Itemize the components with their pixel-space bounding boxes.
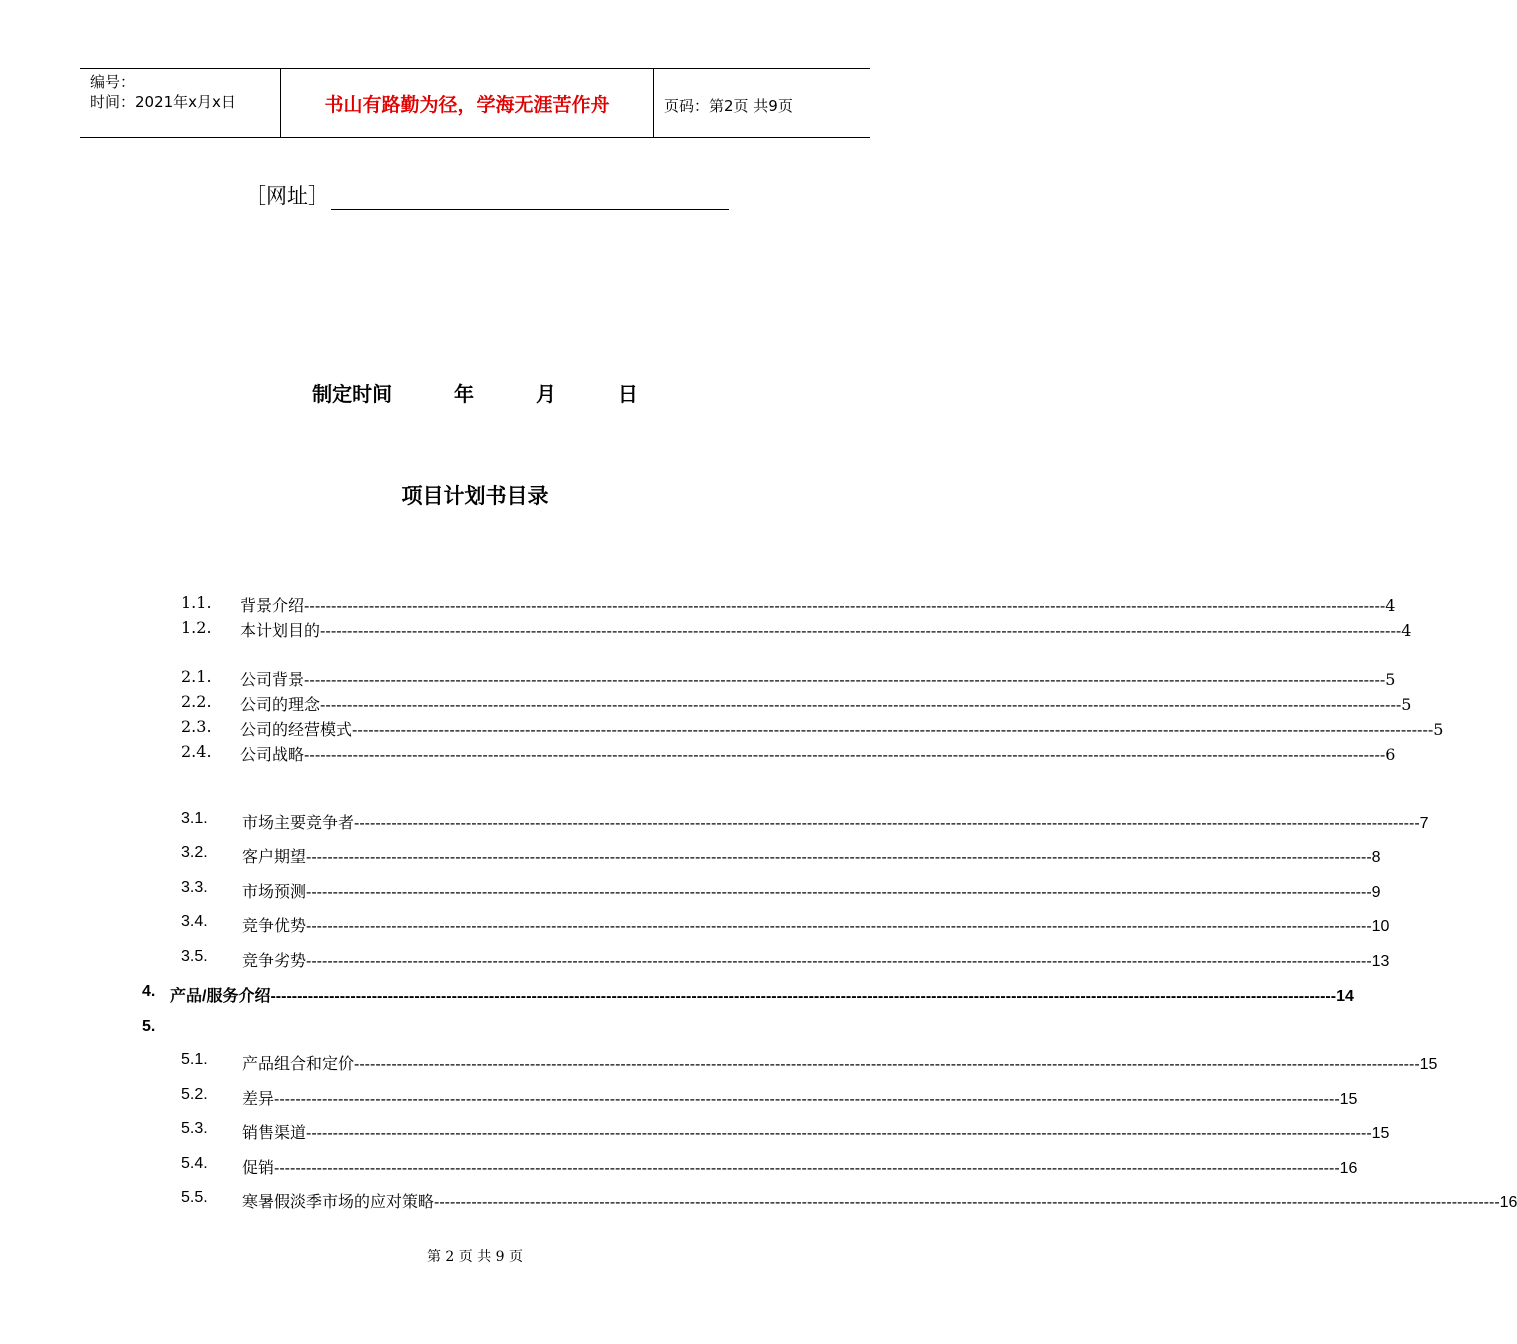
toc-leader: -------------------------------------------------------------------------------------------------------------------------------------------------------------------------------------------------------- [320, 621, 1402, 640]
toc-leader: -------------------------------------------------------------------------------------------------------------------------------------------------------------------------------------------------------- [274, 1160, 1340, 1177]
toc-entry-page: 10 [1371, 918, 1390, 935]
page-footer: 第 2 页 共 9 页 [426, 1249, 524, 1265]
toc-entry[interactable] [0, 1120, 1390, 1142]
toc-entry-label: 公司背景 [240, 670, 305, 689]
date-label: 制定时间 [312, 382, 393, 406]
toc-entry-page: 4 [1385, 596, 1396, 615]
toc-entry-label: 公司战略 [240, 745, 305, 764]
toc-entry-label: 竞争劣势 [242, 953, 307, 970]
toc-entry-number: 5. [142, 1018, 156, 1035]
toc-leader: -------------------------------------------------------------------------------------------------------------------------------------------------------------------------------------------------------- [274, 1091, 1340, 1108]
toc-entry-number: 5.3. [181, 1120, 208, 1137]
toc-entry-number: 2.1. [181, 667, 212, 686]
toc-entry-number: 5.4. [181, 1155, 208, 1172]
header-table [80, 68, 870, 138]
toc-entry-label: 公司的理念 [240, 695, 321, 714]
header-meta-cell [80, 69, 281, 137]
toc-entry-page: 15 [1419, 1056, 1438, 1073]
toc-entry-page: 16 [1339, 1160, 1358, 1177]
toc-leader: -------------------------------------------------------------------------------------------------------------------------------------------------------------------------------------------------------- [434, 1194, 1500, 1211]
toc-entry[interactable] [0, 692, 1412, 714]
time-label: 时间：2021年x月x日 [90, 93, 236, 111]
toc-entry-label: 寒暑假淡季市场的应对策略 [242, 1194, 435, 1211]
toc-entry-number: 5.1. [181, 1051, 208, 1068]
toc-entry-label: 背景介绍 [240, 596, 305, 615]
toc-leader: -------------------------------------------------------------------------------------------------------------------------------------------------------------------------------------------------------- [306, 918, 1372, 935]
toc-entry[interactable] [0, 810, 1429, 832]
toc-entry-label: 客户期望 [242, 849, 307, 866]
toc-entry-page: 4 [1401, 621, 1412, 640]
toc-entry-label: 本计划目的 [240, 621, 321, 640]
toc-entry-number: 3.2. [181, 844, 208, 861]
motto: 书山有路勤为径，学海无涯苦作舟 [281, 69, 654, 137]
toc-entry-label: 公司的经营模式 [240, 720, 353, 739]
toc-entry-number: 3.5. [181, 948, 208, 965]
toc-leader: -------------------------------------------------------------------------------------------------------------------------------------------------------------------------------------------------------- [354, 815, 1420, 832]
toc-entry-number: 2.2. [181, 692, 212, 711]
toc-entry-page: 8 [1371, 849, 1381, 866]
toc-entry-label: 市场主要竞争者 [242, 815, 355, 832]
toc-title: 项目计划书目录 [401, 484, 549, 508]
toc-entry[interactable] [0, 1051, 1438, 1073]
page-indicator: 页码：第2页 共9页 [664, 97, 793, 115]
toc-entry[interactable] [0, 913, 1390, 935]
toc-entry[interactable] [0, 844, 1381, 866]
toc-entry-page: 16 [1499, 1194, 1517, 1211]
toc-entry-number: 1.1. [181, 593, 212, 612]
toc-entry-label: 产品/服务介绍 [170, 988, 271, 1005]
toc-entry-label: 竞争优势 [242, 918, 307, 935]
toc-entry-number: 2.4. [181, 742, 212, 761]
day-label: 日 [617, 382, 638, 406]
toc-leader: -------------------------------------------------------------------------------------------------------------------------------------------------------------------------------------------------------- [306, 953, 1372, 970]
toc-entry[interactable] [0, 1086, 1358, 1108]
toc-leader: -------------------------------------------------------------------------------------------------------------------------------------------------------------------------------------------------------- [354, 1056, 1420, 1073]
toc-entry-number: 5.2. [181, 1086, 208, 1103]
toc-leader: -------------------------------------------------------------------------------------------------------------------------------------------------------------------------------------------------------- [306, 884, 1372, 901]
toc-entry[interactable] [0, 983, 1354, 1005]
toc-entry-label: 产品组合和定价 [242, 1056, 355, 1073]
toc-entry[interactable] [0, 1189, 1517, 1211]
toc-entry-page: 9 [1371, 884, 1381, 901]
number-label: 编号： [90, 73, 136, 91]
toc-entry-page: 5 [1385, 670, 1396, 689]
toc-leader: -------------------------------------------------------------------------------------------------------------------------------------------------------------------------------------------------------- [352, 720, 1434, 739]
toc-entry-number: 5.5. [181, 1189, 208, 1206]
toc-entry-label: 差异 [242, 1091, 275, 1108]
toc-entry-page: 13 [1371, 953, 1390, 970]
toc-leader: -------------------------------------------------------------------------------------------------------------------------------------------------------------------------------------------------------- [304, 670, 1386, 689]
toc-entry-page: 15 [1371, 1125, 1390, 1142]
toc-entry-page: 6 [1385, 745, 1396, 764]
website-blank-line [331, 187, 729, 210]
toc-entry-page: 15 [1339, 1091, 1358, 1108]
toc-entry-page: 7 [1419, 815, 1429, 832]
toc-entry[interactable] [0, 667, 1396, 689]
toc-leader: -------------------------------------------------------------------------------------------------------------------------------------------------------------------------------------------------------- [306, 849, 1372, 866]
toc-entry-label: 市场预测 [242, 884, 307, 901]
toc-entry-number: 1.2. [181, 618, 212, 637]
website-label: ［网址］ [245, 184, 329, 208]
month-label: 月 [535, 382, 556, 406]
toc-entry[interactable] [0, 618, 1412, 640]
toc-entry-page: 5 [1401, 695, 1412, 714]
toc-leader: -------------------------------------------------------------------------------------------------------------------------------------------------------------------------------------------------------- [304, 596, 1386, 615]
website-field [245, 180, 729, 210]
toc-entry-label: 促销 [242, 1160, 275, 1177]
toc-entry[interactable] [0, 593, 1396, 615]
toc-entry-number: 3.1. [181, 810, 208, 827]
toc-entry[interactable] [0, 717, 1444, 739]
toc-leader: -------------------------------------------------------------------------------------------------------------------------------------------------------------------------------------------------------- [304, 745, 1386, 764]
toc-entry[interactable] [0, 742, 1396, 764]
toc-entry[interactable] [0, 1155, 1358, 1177]
toc-entry-number: 2.3. [181, 717, 212, 736]
toc-entry[interactable] [0, 948, 1390, 970]
toc-entry[interactable] [0, 1018, 950, 1040]
toc-entry-number: 3.3. [181, 879, 208, 896]
toc-entry-page: 5 [1433, 720, 1444, 739]
toc-entry-page: 14 [1336, 988, 1354, 1005]
toc-leader: -------------------------------------------------------------------------------------------------------------------------------------------------------------------------------------------------------- [306, 1125, 1372, 1142]
year-label: 年 [454, 382, 475, 406]
toc-leader: -------------------------------------------------------------------------------------------------------------------------------------------------------------------------------------------------------- [320, 695, 1402, 714]
toc-entry-label: 销售渠道 [242, 1125, 307, 1142]
toc-entry-number: 4. [142, 983, 156, 1000]
toc-entry[interactable] [0, 879, 1381, 901]
date-line [0, 378, 950, 407]
toc-entry-number: 3.4. [181, 913, 208, 930]
toc-leader: -------------------------------------------------------------------------------------------------------------------------------------------------------------------------------------------------------- [270, 988, 1337, 1005]
